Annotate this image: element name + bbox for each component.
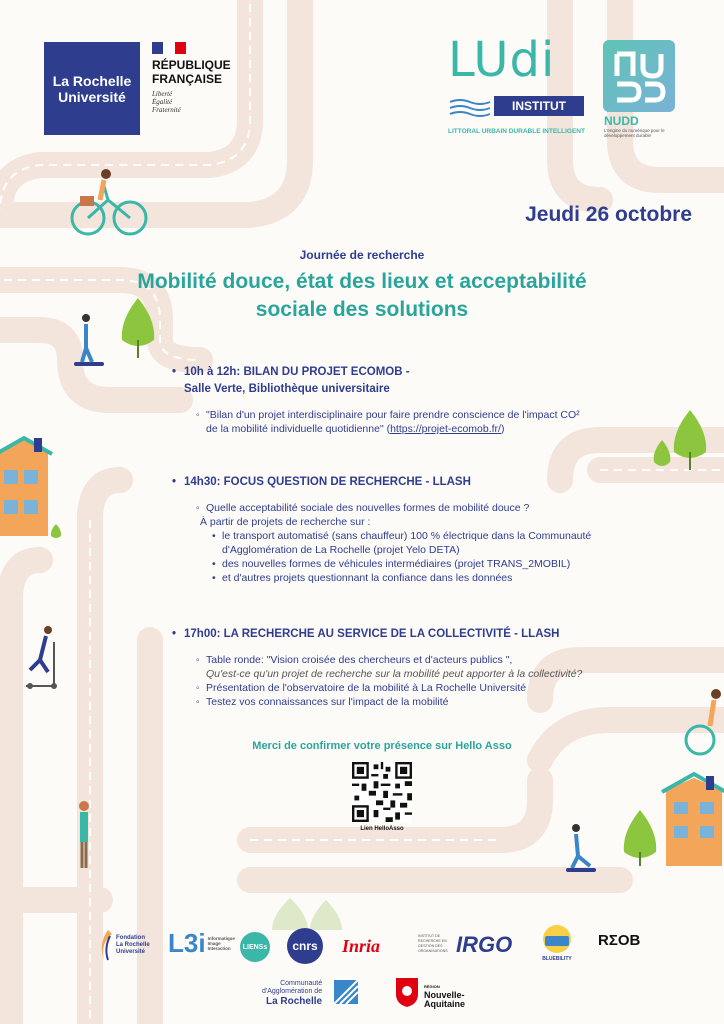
list-item-question: ◦ Quelle acceptabilité sociale des nouvelles formes de mobilité douce ? [206, 501, 684, 515]
republic-line1: RÉPUBLIQUE [152, 58, 231, 72]
cnrs-logo: cnrs [287, 928, 323, 964]
nudd-mark-icon [603, 40, 675, 112]
motto-fraternite: Fraternité [152, 106, 181, 114]
item-line2 [206, 422, 684, 436]
republic-motto [152, 90, 181, 114]
region-line3: Aquitaine [424, 999, 466, 1009]
l3i-word: L3i [168, 928, 206, 958]
nudd-logo [603, 40, 675, 112]
item-line2-text: de la mobilité individuelle quotidienne" ( [206, 423, 391, 435]
section-heading: • 17h00: LA RECHERCHE AU SERVICE DE LA COLLECTIVITÉ - LLASH [184, 626, 684, 643]
cda-line1: Communauté [280, 980, 323, 987]
university-line1: La Rochelle [52, 72, 132, 89]
list-item: ◦ Présentation de l'observatoire de la mobilité à La Rochelle Université [206, 681, 684, 695]
list-item: • des nouvelles formes de véhicules intermédiaires (projet TRANS_2MOBIL) [222, 557, 684, 571]
program-section-collectivite [184, 626, 684, 709]
flame-icon [98, 928, 114, 962]
region-shield-icon [394, 976, 420, 1008]
section-heading [184, 364, 684, 398]
bluebility-logo [536, 924, 578, 962]
l3i-subtitle: Informatique Image Interaction [207, 936, 235, 951]
item-line2: Qu'est-ce qu'un projet de recherche sur la mobilité peut apporter à la collectivité? [206, 668, 583, 680]
event-title [60, 268, 664, 324]
list-item [222, 529, 684, 557]
qr-label: Lien HelloAsso [360, 826, 404, 832]
waves-icon [448, 98, 492, 118]
ludi-logo-word: LUdi [448, 32, 556, 88]
nudd-word: NUDD [604, 114, 639, 128]
list-item: ◦ Testez vos connaissances sur l'impact de la mobilité [206, 695, 684, 709]
motto-liberte: Liberté [152, 90, 173, 98]
item-line1: • le transport automatisé (sans chauffeur) 100 % électrique dans la Communauté [222, 530, 592, 542]
region-line1: RÉGION [424, 984, 440, 989]
item-line1: ◦ Table ronde: "Vision croisée des chercheurs et d'acteurs publics ", [206, 654, 513, 666]
section-heading-line1: • 10h à 12h: BILAN DU PROJET ECOMOB - [184, 366, 410, 378]
irgo-pretitle: INSTITUT DE RECHERCHE EN GESTION DES ORGANISATIONS [418, 934, 448, 953]
list-item [206, 408, 684, 436]
fondation-line1: Fondation [116, 934, 145, 941]
fondation-line3: Université [116, 948, 146, 955]
region-line2: Nouvelle- [424, 990, 465, 1000]
item-line2-close: ) [500, 423, 505, 435]
fondation-line2: La Rochelle [116, 941, 150, 948]
cda-line2: d'Agglomération de [262, 988, 323, 995]
program-section-focus [184, 474, 684, 585]
republic-line2: FRANÇAISE [152, 72, 223, 86]
bluebility-word: BLUEBILITY [542, 956, 572, 962]
l3i-logo [168, 928, 240, 959]
nudd-subtitle: L'engine du numérique pour le développement durable [604, 128, 665, 138]
qr-code[interactable] [352, 762, 412, 822]
nouvelle-aquitaine-logo [424, 982, 465, 1009]
event-title-line2: sociale des solutions [255, 298, 469, 321]
cda-la-rochelle-logo [262, 980, 322, 1008]
list-intro: À partir de projets de recherche sur : [200, 516, 371, 528]
rezob-logo: RΣOB [598, 932, 641, 949]
ludi-institut-bar: INSTITUT [494, 96, 584, 116]
section-heading: • 14h30: FOCUS QUESTION DE RECHERCHE - LLASH [184, 474, 684, 491]
event-type: Journée de recherche [299, 248, 425, 262]
ecomob-link[interactable]: https://projet-ecomob.fr/ [390, 423, 501, 435]
section-heading-line2: Salle Verte, Bibliothèque universitaire [184, 383, 390, 395]
list-item [206, 653, 684, 681]
motto-egalite: Égalité [152, 98, 173, 106]
inria-logo: Inria [342, 936, 381, 956]
item-line2: d'Agglomération de La Rochelle (projet Yelo DETA) [222, 544, 460, 556]
bus-icon [539, 924, 575, 954]
program-section-ecomob [184, 364, 684, 436]
university-line2: Université [58, 88, 126, 105]
item-line1: ◦ "Bilan d'un projet interdisciplinaire pour faire prendre conscience de l'impact CO² [206, 409, 580, 421]
cda-line3: La Rochelle [265, 996, 323, 1007]
irgo-logo: IRGO [456, 932, 513, 957]
cda-mark-icon [334, 980, 358, 1004]
fondation-logo [98, 928, 150, 962]
event-date: Jeudi 26 octobre [525, 203, 692, 226]
liens-logo: LIENSs [240, 932, 270, 962]
republique-francaise-logo [152, 58, 231, 86]
ludi-subtitle: LITTORAL URBAIN DURABLE INTELLIGENT [448, 128, 585, 135]
list-item: • et d'autres projets questionnant la confiance dans les données [222, 571, 684, 585]
la-rochelle-universite-logo [44, 42, 140, 135]
registration-cta: Merci de confirmer votre présence sur Hello Asso [252, 740, 512, 752]
french-flag-icon [152, 42, 186, 54]
event-title-line1: Mobilité douce, état des lieux et acceptabilité [137, 270, 587, 293]
